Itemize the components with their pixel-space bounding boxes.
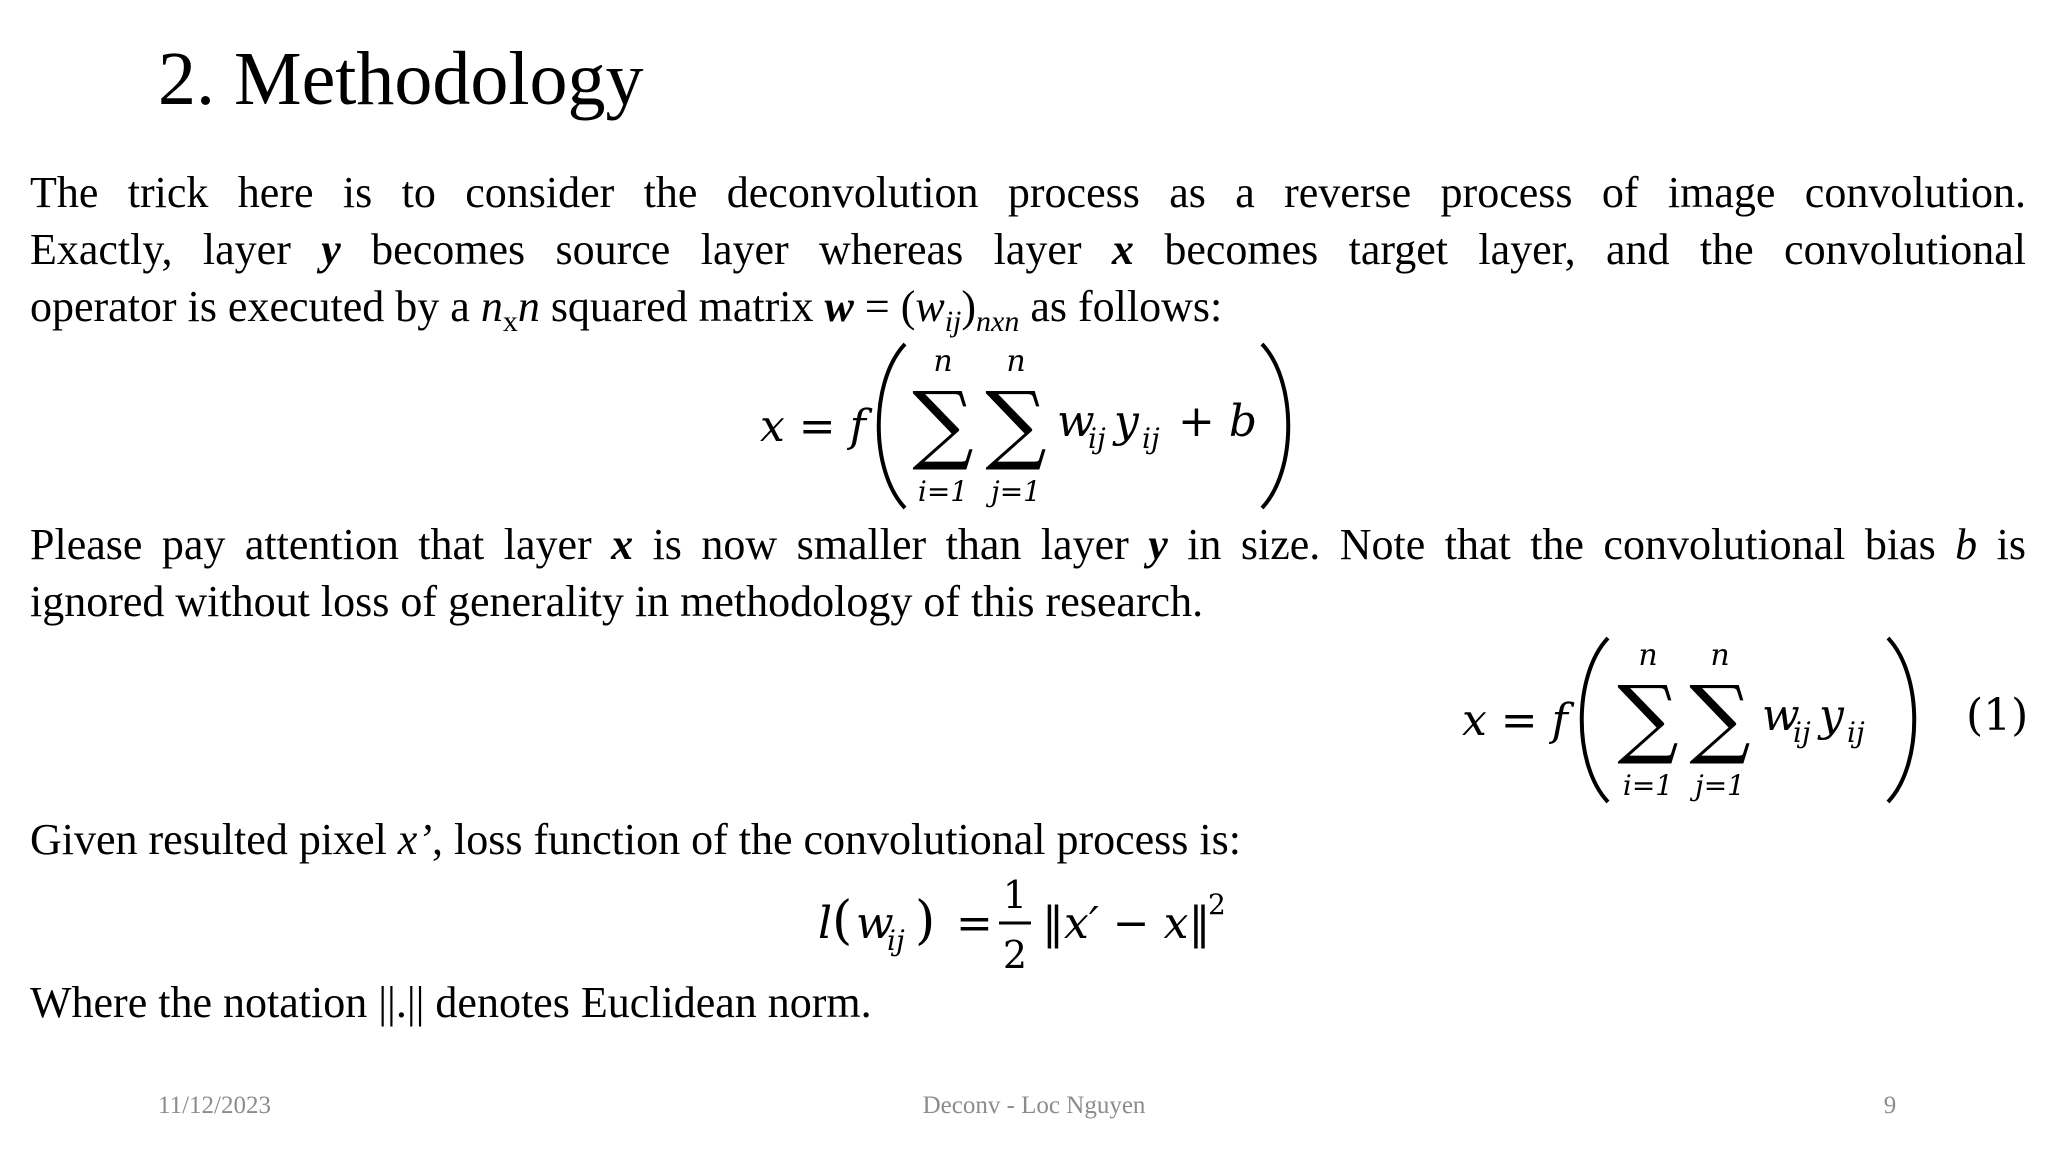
loss-norm-exponent: 2 <box>1208 888 1226 921</box>
loss-l: l <box>818 898 833 949</box>
footer-date: 11/12/2023 <box>158 1092 271 1119</box>
text-run: ) <box>961 282 977 331</box>
convolution-equation <box>750 336 1310 516</box>
sum-i-lower: i=1 <box>1622 769 1674 802</box>
eq1-y-sub: ij <box>1847 716 1865 749</box>
var-y: y <box>1148 520 1168 569</box>
eq-y: y <box>1114 396 1139 447</box>
left-paren-icon <box>1582 638 1608 802</box>
sum-j-icon: ∑ <box>985 374 1047 474</box>
text-run: is <box>1977 520 2026 569</box>
right-paren-icon <box>1262 344 1288 508</box>
open-paren: ( <box>832 891 853 951</box>
eq-y-sub: ij <box>1142 422 1160 455</box>
fraction-numerator: 1 <box>1002 873 1028 917</box>
subscript-nxn: nxn <box>976 304 1020 338</box>
text-run: Exactly, layer <box>30 225 322 274</box>
subscript-ij: ij <box>944 304 962 338</box>
norm-note: Where the notation ||.|| denotes Euclidean norm. <box>30 978 872 1027</box>
intro-line-1: The trick here is to consider the deconvolution process as a reverse process of image convolution. <box>30 168 2026 217</box>
var-w: w <box>824 282 854 331</box>
text-run: is now smaller than layer <box>633 520 1149 569</box>
eq-lhs: x = f <box>760 401 866 452</box>
sum-j-lower: j=1 <box>1695 769 1745 802</box>
footer-title: Deconv - Loc Nguyen <box>922 1092 1146 1119</box>
left-paren-icon <box>879 344 905 508</box>
text-run: , loss function of the convolutional process is: <box>431 815 1241 864</box>
close-paren: ) <box>915 891 936 951</box>
text-run: as follows: <box>1019 282 1223 331</box>
loss-equation <box>810 868 1250 980</box>
text-run: squared matrix <box>539 282 825 331</box>
text-run: becomes target layer, and the convolutional <box>1133 225 2026 274</box>
sum-i-upper: n <box>933 344 953 379</box>
eq-w-sub: ij <box>1088 422 1106 455</box>
sum-i-upper: n <box>1638 638 1658 673</box>
equation-1 <box>1450 630 2030 810</box>
footer-page-number: 9 <box>1883 1092 1897 1119</box>
note-line-2: ignored without loss of generality in methodology of this research. <box>30 577 1204 626</box>
intro-line-2 <box>30 221 2026 278</box>
var-x: x <box>611 520 634 569</box>
loss-w-sub: ij <box>887 924 905 957</box>
sum-i-icon: ∑ <box>1617 668 1679 768</box>
sum-j-upper: n <box>1710 638 1730 673</box>
text-run: becomes source layer whereas layer <box>340 225 1112 274</box>
eq-plus-b: + b <box>1178 396 1258 447</box>
loss-intro <box>30 811 2026 868</box>
text-run: = ( <box>853 282 916 331</box>
sum-i-icon: ∑ <box>912 374 974 474</box>
eq1-w-sub: ij <box>1793 716 1811 749</box>
text-run: Given resulted pixel <box>30 815 398 864</box>
eq-w: w <box>1057 396 1095 447</box>
loss-w: w <box>856 898 894 949</box>
text-run: in size. Note that the convolutional bias <box>1167 520 1956 569</box>
var-x: x <box>1111 225 1134 274</box>
sum-j-upper: n <box>1006 344 1026 379</box>
var-b: b <box>1955 520 1978 569</box>
right-paren-icon <box>1888 638 1914 802</box>
eq1-w: w <box>1762 690 1800 741</box>
sum-i-lower: i=1 <box>917 475 969 508</box>
sum-j-icon: ∑ <box>1689 668 1751 768</box>
var-y: y <box>321 225 341 274</box>
sum-j-lower: j=1 <box>991 475 1041 508</box>
text-run: Please pay attention that layer <box>30 520 612 569</box>
var-n: n <box>480 282 503 331</box>
eq1-y: y <box>1819 690 1844 741</box>
text-run: operator is executed by a <box>30 282 481 331</box>
loss-norm: ‖x′ − x‖ <box>1042 898 1211 949</box>
note-line-1 <box>30 516 2026 573</box>
eq1-lhs: x = f <box>1462 695 1568 746</box>
slide-title: 2. Methodology <box>158 37 644 121</box>
loss-equals: = <box>956 898 993 949</box>
var-n: n <box>517 282 540 331</box>
subscript-x: x <box>502 304 518 338</box>
equation-number: (1) <box>1966 690 2029 741</box>
var-x-prime: x’ <box>397 815 432 864</box>
fraction-denominator: 2 <box>1002 933 1028 977</box>
var-w: w <box>915 282 945 331</box>
